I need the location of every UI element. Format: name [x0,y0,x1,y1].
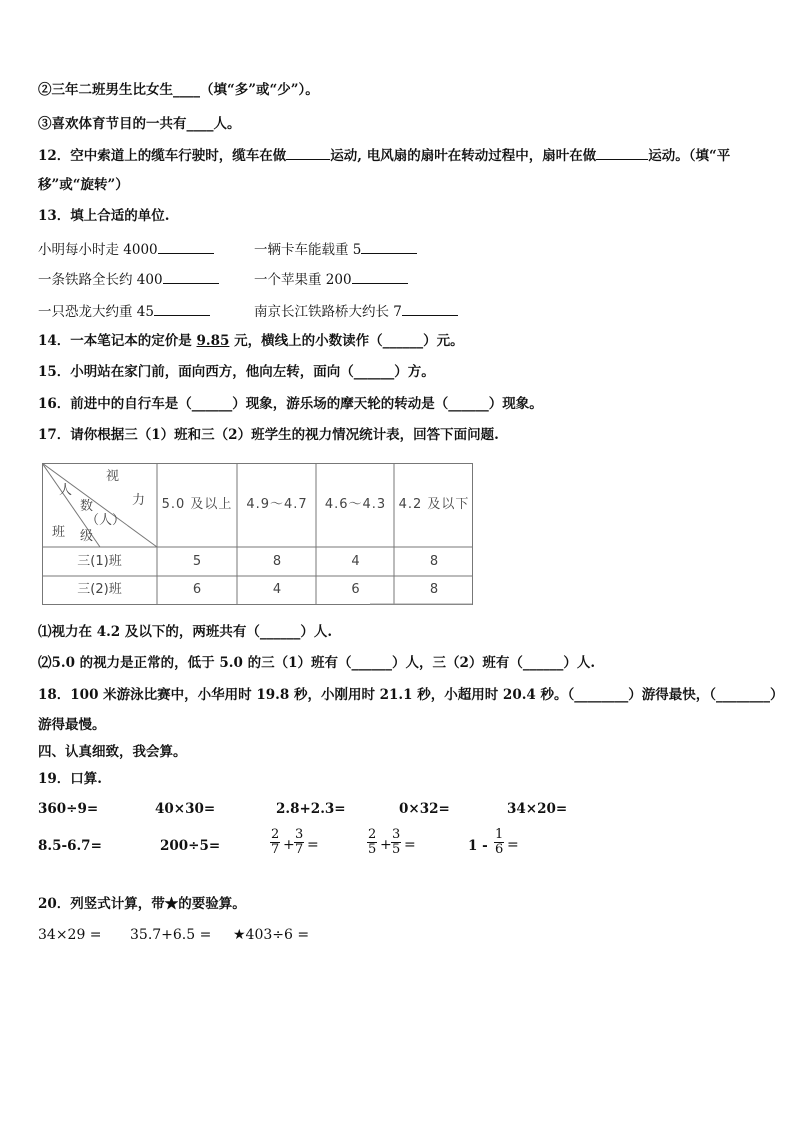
q18-line2: 游得最慢。 [38,717,106,733]
q19-item: 0×32= [399,801,450,817]
fraction: $\frac{3}{5}$ [392,827,401,857]
corner-label-unit: （人） [86,513,126,528]
q13-blank-2[interactable] [361,240,417,254]
q12-blank-2[interactable] [596,146,648,160]
q19-title: 19．口算. [38,771,102,787]
corner-label-ji: 级 [80,529,94,544]
table-cell: 6 [351,582,360,597]
q19-item: 200÷5= [160,838,221,854]
q14-text-a: 14．一本笔记本的定价是 [38,333,197,349]
equals-sign: = [404,837,416,853]
q13-item-2: 一辆卡车能载重 5 [254,240,417,259]
q20-item: ★403÷6 = [233,927,310,943]
q12-text-c: 运动。（填“平 [648,148,731,164]
q17-title: 17．请你根据三（1）班和三（2）班学生的视力情况统计表，回答下面问题. [38,427,499,443]
q13-item-4: 一个苹果重 200 [254,270,408,289]
q13-item-5: 一只恐龙大约重 45 [38,302,210,321]
q13-item-1: 小明每小时走 4000 [38,240,214,259]
q17-sub1: ⑴视力在 4.2 及以下的，两班共有（______）人. [38,624,333,640]
table-cell: 4 [351,554,360,569]
plus-sign: + [380,837,392,853]
fraction: $\frac{2}{7}$ [271,827,280,857]
table-cell: 8 [429,582,439,597]
q20-item: 34×29 = [38,927,102,943]
q13-title: 13．填上合适的单位. [38,208,170,224]
fraction: $\frac{1}{6}$ [495,827,504,857]
q19-item: 360÷9= [38,801,99,817]
q15-line: 15．小明站在家门前，面向西方，他向左转，面向（______）方。 [38,364,435,380]
q13-blank-5[interactable] [154,302,210,316]
table-cell: 8 [272,554,282,569]
column-header-4: 4.2 及以下 [398,497,470,512]
q16-line: 16．前进中的自行车是（______）现象，游乐场的摩天轮的转动是（______）现象。 [38,396,543,412]
minuend: 1 - [468,838,488,854]
fraction: $\frac{2}{5}$ [368,827,377,857]
q17-sub2: ⑵5.0 的视力是正常的，低于 5.0 的三（1）班有（______）人，三（2）班有（______）人. [38,655,596,671]
q13-blank-4[interactable] [352,270,408,284]
table-cell: 4 [272,582,282,597]
q13-blank-1[interactable] [158,240,214,254]
plus-sign: + [283,837,295,853]
q19-item: 34×20= [507,801,568,817]
corner-label-ban: 班 [52,525,66,540]
q13-blank-3[interactable] [163,270,219,284]
q20-title: 20．列竖式计算，带★的要验算。 [38,896,246,912]
equals-sign: = [307,837,319,853]
table-cell: 6 [192,582,202,597]
q13-blank-6[interactable] [402,302,458,316]
q14-text-b: 元，横线上的小数读作（______）元。 [229,333,464,349]
column-header-3: 4.6～4.3 [324,497,387,512]
q11-item2: ②三年二班男生比女生____（填“多”或“少”）。 [38,82,319,98]
q12-line1 [38,146,730,165]
fraction: $\frac{3}{7}$ [295,827,304,857]
q19-item: 8.5-6.7= [38,838,102,854]
column-header-1: 5.0 及以上 [161,497,233,512]
column-header-2: 4.9～4.7 [246,497,308,512]
q12-blank-1[interactable] [286,146,330,160]
q13-item-3: 一条铁路全长约 400 [38,270,219,289]
table-cell: 5 [192,554,202,569]
equals-sign: = [507,837,519,853]
q11-item3: ③喜欢体育节目的一共有____人。 [38,116,241,132]
table-cell: 8 [429,554,439,569]
corner-label-li: 力 [132,493,146,508]
q12-text-a: 12．空中索道上的缆车行驶时，缆车在做 [38,148,287,164]
corner-label-shu: 数 [80,499,94,514]
q19-item: 40×30= [155,801,216,817]
q12-line2: 移”或“旋转”） [38,177,129,193]
q12-text-b: 运动, 电风扇的扇叶在转动过程中，扇叶在做 [330,148,597,164]
q20-item: 35.7+6.5 = [130,927,212,943]
q14-number: 9.85 [196,333,230,349]
q19-item: 2.8+2.3= [276,801,346,817]
row-label-class-1: 三(1)班 [77,554,122,569]
q14-line [38,332,464,350]
corner-label-shi: 视 [106,469,120,484]
q18-line1: 18．100 米游泳比赛中，小华用时 19.8 秒，小刚用时 21.1 秒，小超用时 20.4 秒。（________）游得最快，（________） [38,687,784,703]
row-label-class-2: 三(2)班 [77,582,122,597]
section-heading: 四、认真细致，我会算。 [38,744,187,760]
vision-table [42,463,473,605]
q13-item-6: 南京长江铁路桥大约长 7 [254,302,458,321]
corner-label-ren: 人 [59,483,73,498]
